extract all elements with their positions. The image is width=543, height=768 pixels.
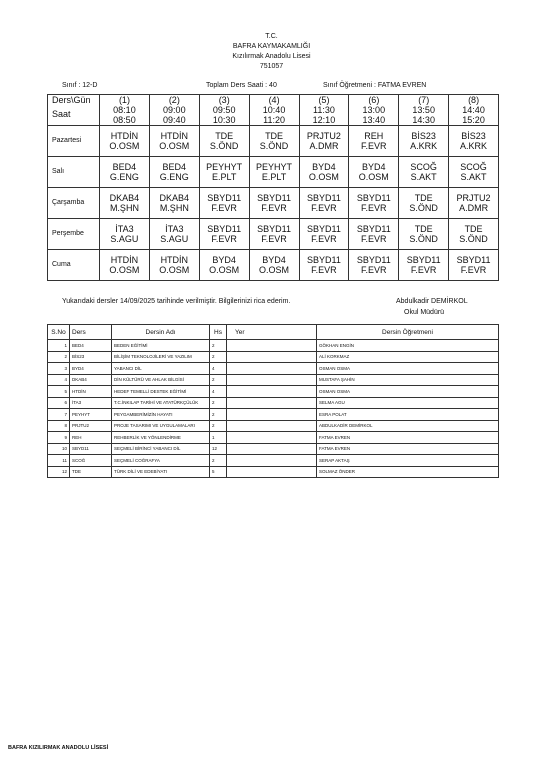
lesson-code: SBYD11 [307,255,341,265]
lesson-cell [449,188,499,219]
col-header-code: Ders [70,325,112,340]
class-label: Sınıf : [62,82,81,89]
lesson-code: İTA3 [165,224,184,234]
lesson-name: HEDEF TEMELLİ DESTEK EĞİTİMİ [112,386,210,398]
teacher-code: F.EVR [361,234,387,244]
lesson-code: İTA3 [70,397,112,409]
lesson-cell [349,157,399,188]
lesson-code: PRJTU2 [456,193,491,203]
teacher-code: S.ÖND [409,234,438,244]
lesson-code: DKAB4 [159,193,190,203]
lesson-row [48,397,499,409]
teacher-code: S.AKT [460,172,487,182]
lesson-sno: 6 [48,397,70,409]
lesson-code: SCOĞ [70,455,112,467]
timetable-corner-cell [48,95,100,126]
lesson-sno: 9 [48,432,70,444]
lesson-code: PEYHYT [70,409,112,421]
teacher-code: O.OSM [259,265,290,275]
lesson-code: DKAB4 [109,193,140,203]
class-info [62,82,97,89]
teacher-code: E.PLT [212,172,237,182]
lesson-name: REHBERLİK VE YÖNLENDİRME [112,432,210,444]
lesson-cell [149,157,199,188]
lesson-code: SBYD11 [307,193,341,203]
lesson-cell [399,188,449,219]
teacher-code: O.OSM [109,265,140,275]
lesson-place [227,409,317,421]
lesson-code: PEYHYT [206,162,243,172]
lesson-sno: 8 [48,420,70,432]
lesson-code: BED4 [162,162,187,172]
lesson-code: SBYD11 [456,255,491,265]
lesson-row [48,420,499,432]
lesson-row [48,443,499,455]
teacher-code: O.OSM [358,172,389,182]
lesson-code: SBYD11 [356,193,391,203]
lessons-header-row [48,325,499,340]
lesson-cell [249,250,299,281]
lesson-teacher: MUSTAFA ŞAHİN [317,374,499,386]
lesson-cell [149,188,199,219]
lesson-cell [100,126,150,157]
day-row [48,157,499,188]
teacher-code: G.ENG [159,172,189,182]
teacher-code: A.KRK [410,141,438,151]
total-hours-value: 40 [269,82,277,89]
period-header: (8) 14:40 15:20 [449,95,499,126]
lesson-teacher: SELMA AGU [317,397,499,409]
lesson-code: SBYD11 [207,193,242,203]
lesson-code: BYD4 [262,255,286,265]
lesson-code: TDE [414,224,433,234]
lesson-hours: 2 [210,409,227,421]
lesson-row [48,374,499,386]
lesson-cell [399,250,449,281]
day-row [48,219,499,250]
period-header: (5) 11:30 12:10 [299,95,349,126]
lesson-code: HTDİN [160,131,189,141]
lesson-cell [399,157,449,188]
teacher-code: O.OSM [159,141,190,151]
lesson-code: BYD4 [362,162,386,172]
col-header-teacher: Dersin Öğretmeni [317,325,499,340]
teacher-code: S.AKT [410,172,437,182]
lesson-name: BİLİŞİM TEKNOLOJİLERİ VE YAZILIM [112,351,210,363]
lesson-code: TDE [414,193,433,203]
lesson-code: BED4 [70,340,112,352]
lesson-teacher: ALİ KORKMAZ [317,351,499,363]
lesson-sno: 5 [48,386,70,398]
teacher-code: O.OSM [109,141,140,151]
lesson-cell [100,188,150,219]
lesson-row [48,409,499,421]
lesson-name: DİN KÜLTÜRÜ VE AHLAK BİLGİSİ [112,374,210,386]
lesson-place [227,397,317,409]
lesson-code: SBYD11 [257,193,291,203]
lesson-name: T.C.İNKILAP TARİHİ VE ATATÜRKÇÜLÜK [112,397,210,409]
lesson-teacher: ESRA POLAT [317,409,499,421]
lesson-code: BYD4 [312,162,336,172]
period-header: (6) 13:00 13:40 [349,95,399,126]
lesson-hours: 5 [210,466,227,478]
corner-label: Ders\Gün [52,95,91,105]
lesson-cell [449,126,499,157]
lesson-code: BED4 [112,162,137,172]
lesson-sno: 1 [48,340,70,352]
lesson-cell [299,188,349,219]
lesson-place [227,374,317,386]
lesson-teacher: OSMAN OSMA [317,386,499,398]
class-teacher-info [323,82,426,89]
lesson-code: SBYD11 [356,255,391,265]
lesson-cell [149,219,199,250]
lesson-cell [199,157,249,188]
day-name: Pazartesi [48,126,100,157]
lesson-name: PEYGAMBERİMİZİN HAYATI [112,409,210,421]
lesson-cell [349,188,399,219]
lesson-teacher: SERAP AKTAŞ [317,455,499,467]
teacher-code: O.OSM [308,172,339,182]
lesson-teacher: OSMAN OSMA [317,363,499,375]
lesson-code: SBYD11 [356,224,391,234]
lesson-sno: 11 [48,455,70,467]
col-header-sno: S.No [48,325,70,340]
lesson-code: İTA3 [115,224,134,234]
lesson-code: SCOĞ [460,162,487,172]
lesson-place [227,432,317,444]
lesson-cell [299,126,349,157]
header-tc: T.C. [265,33,278,40]
lesson-name: YABANCI DİL [112,363,210,375]
lesson-code: BİS23 [411,131,436,141]
lesson-cell [199,126,249,157]
lesson-hours: 1 [210,432,227,444]
lesson-place [227,340,317,352]
total-hours-info [206,82,277,89]
lesson-code: PRJTU2 [306,131,341,141]
lesson-cell [199,188,249,219]
principal-name: Abdulkadir DEMİRKOL [396,298,468,305]
teacher-code: A.KRK [460,141,488,151]
lesson-cell [249,219,299,250]
lesson-code: SCOĞ [410,162,437,172]
lesson-hours: 12 [210,443,227,455]
lesson-row [48,466,499,478]
col-header-name: Dersin Adı [112,325,210,340]
lesson-cell [199,219,249,250]
lesson-code: SBYD11 [257,224,291,234]
teacher-code: F.EVR [311,203,337,213]
lesson-cell [149,126,199,157]
lesson-place [227,386,317,398]
teacher-code: S.AGU [160,234,189,244]
lesson-cell [249,157,299,188]
lesson-sno: 10 [48,443,70,455]
lesson-code: BİS23 [70,351,112,363]
footer-school-name: BAFRA KIZILIRMAK ANADOLU LİSESİ [8,745,109,751]
lesson-row [48,363,499,375]
lesson-teacher: SOLMAZ ÖNDER [317,466,499,478]
lesson-hours: 4 [210,386,227,398]
lesson-cell [449,157,499,188]
lessons-table [47,324,499,478]
teacher-code: M.ŞHN [159,203,189,213]
teacher-code: F.EVR [361,203,387,213]
teacher-code: F.EVR [211,203,237,213]
lesson-cell [349,250,399,281]
lesson-hours: 2 [210,455,227,467]
lesson-hours: 2 [210,340,227,352]
lesson-teacher: FATMA EVREN [317,432,499,444]
lesson-name: PROJE TASARIMI VE UYGULAMALARI [112,420,210,432]
lesson-row [48,432,499,444]
lesson-cell [399,219,449,250]
teacher-code: F.EVR [410,265,437,275]
lesson-teacher: GÖKHAN ENGİN [317,340,499,352]
lesson-code: TDE [215,131,234,141]
lesson-cell [349,219,399,250]
lesson-hours: 2 [210,351,227,363]
teacher-code: S.ÖND [409,203,438,213]
teacher-code: F.EVR [311,265,337,275]
lesson-sno: 4 [48,374,70,386]
teacher-code: O.OSM [159,265,190,275]
lesson-cell [149,250,199,281]
lesson-code: SBYD11 [406,255,441,265]
class-teacher-label: Sınıf Öğretmeni : [323,82,376,89]
period-header: (2) 09:00 09:40 [149,95,199,126]
total-hours-label: Toplam Ders Saati : [206,82,268,89]
header-code: 751057 [259,63,284,70]
saat-label: Saat [52,109,71,119]
lesson-cell [100,250,150,281]
lesson-cell [100,219,150,250]
teacher-code: A.DMR [459,203,489,213]
lesson-name: SEÇMELİ BİRİNCİ YABANCI DİL [112,443,210,455]
lesson-name: BEDEN EĞİTİMİ [112,340,210,352]
lesson-code: SBYD11 [307,224,341,234]
teacher-code: S.ÖND [459,234,488,244]
teacher-code: S.ÖND [209,141,239,151]
lesson-row [48,386,499,398]
lesson-place [227,351,317,363]
day-name: Çarşamba [48,188,100,219]
lesson-code: SBYD11 [207,224,242,234]
day-name: Cuma [48,250,100,281]
lesson-code: BYD4 [212,255,236,265]
lesson-code: REH [364,131,384,141]
lesson-place [227,420,317,432]
lesson-place [227,443,317,455]
lesson-sno: 2 [48,351,70,363]
lesson-sno: 3 [48,363,70,375]
teacher-code: M.ŞHN [109,203,139,213]
teacher-code: F.EVR [261,203,287,213]
note-text: Yukarıdaki dersler 14/09/2025 tarihinde verilmiştir. Bilgilerinizi rica ederim. [62,298,291,305]
day-name: Salı [48,157,100,188]
principal-title: Okul Müdürü [404,309,445,316]
teacher-code: S.ÖND [259,141,289,151]
lesson-code: PRJTU2 [70,420,112,432]
lesson-name: TÜRK DİLİ VE EDEBİYATI [112,466,210,478]
lesson-teacher: FATMA EVREN [317,443,499,455]
lesson-sno: 7 [48,409,70,421]
lesson-code: DKAB4 [70,374,112,386]
lesson-code: SBYD11 [70,443,112,455]
day-name: Perşembe [48,219,100,250]
lesson-row [48,351,499,363]
lesson-cell [299,157,349,188]
lesson-teacher: ABDULKADİR DEMİRKOL [317,420,499,432]
period-header: (1) 08:10 08:50 [100,95,150,126]
day-row [48,188,499,219]
timetable [47,94,499,281]
teacher-code: A.DMR [309,141,339,151]
lesson-code: TDE [464,224,483,234]
lesson-place [227,363,317,375]
lesson-code: BYD4 [70,363,112,375]
lesson-cell [399,126,449,157]
lesson-sno: 12 [48,466,70,478]
col-header-place: Yer [227,325,317,340]
lesson-cell [449,250,499,281]
lesson-row [48,455,499,467]
lesson-hours: 2 [210,374,227,386]
teacher-code: E.PLT [261,172,287,182]
lesson-place [227,455,317,467]
period-header: (3) 09:50 10:30 [199,95,249,126]
teacher-code: F.EVR [361,265,387,275]
lesson-code: TDE [265,131,284,141]
lesson-place [227,466,317,478]
lesson-cell [249,188,299,219]
lesson-cell [199,250,249,281]
lesson-code: HTDİN [70,386,112,398]
lesson-code: HTDİN [110,255,139,265]
period-header: (4) 10:40 11:20 [249,95,299,126]
lesson-hours: 2 [210,397,227,409]
lesson-name: SEÇMELİ COĞRAFYA [112,455,210,467]
lesson-code: PEYHYT [256,162,293,172]
lesson-code: HTDİN [160,255,189,265]
lesson-code: HTDİN [110,131,139,141]
header-school: Kızılırmak Anadolu Lisesi [232,53,311,60]
period-header: (7) 13:50 14:30 [399,95,449,126]
teacher-code: G.ENG [109,172,139,182]
lesson-cell [299,250,349,281]
lesson-code: REH [70,432,112,444]
lesson-cell [299,219,349,250]
lesson-cell [249,126,299,157]
lesson-code: BİS23 [461,131,486,141]
teacher-code: F.EVR [460,265,487,275]
class-value: 12-D [82,82,98,89]
teacher-code: F.EVR [261,234,287,244]
lesson-hours: 4 [210,363,227,375]
lesson-hours: 2 [210,420,227,432]
col-header-hours: Hs [210,325,227,340]
day-row [48,250,499,281]
teacher-code: O.OSM [209,265,240,275]
lesson-code: TDE [70,466,112,478]
lesson-cell [100,157,150,188]
day-row [48,126,499,157]
timetable-header-row [48,95,499,126]
lesson-cell [449,219,499,250]
teacher-code: S.AGU [110,234,139,244]
header-kaymakamlik: BAFRA KAYMAKAMLIĞI [232,43,311,50]
teacher-code: F.EVR [311,234,337,244]
teacher-code: F.EVR [211,234,237,244]
lesson-row [48,340,499,352]
class-teacher-value: FATMA EVREN [377,82,427,89]
teacher-code: F.EVR [361,141,387,151]
lesson-cell [349,126,399,157]
